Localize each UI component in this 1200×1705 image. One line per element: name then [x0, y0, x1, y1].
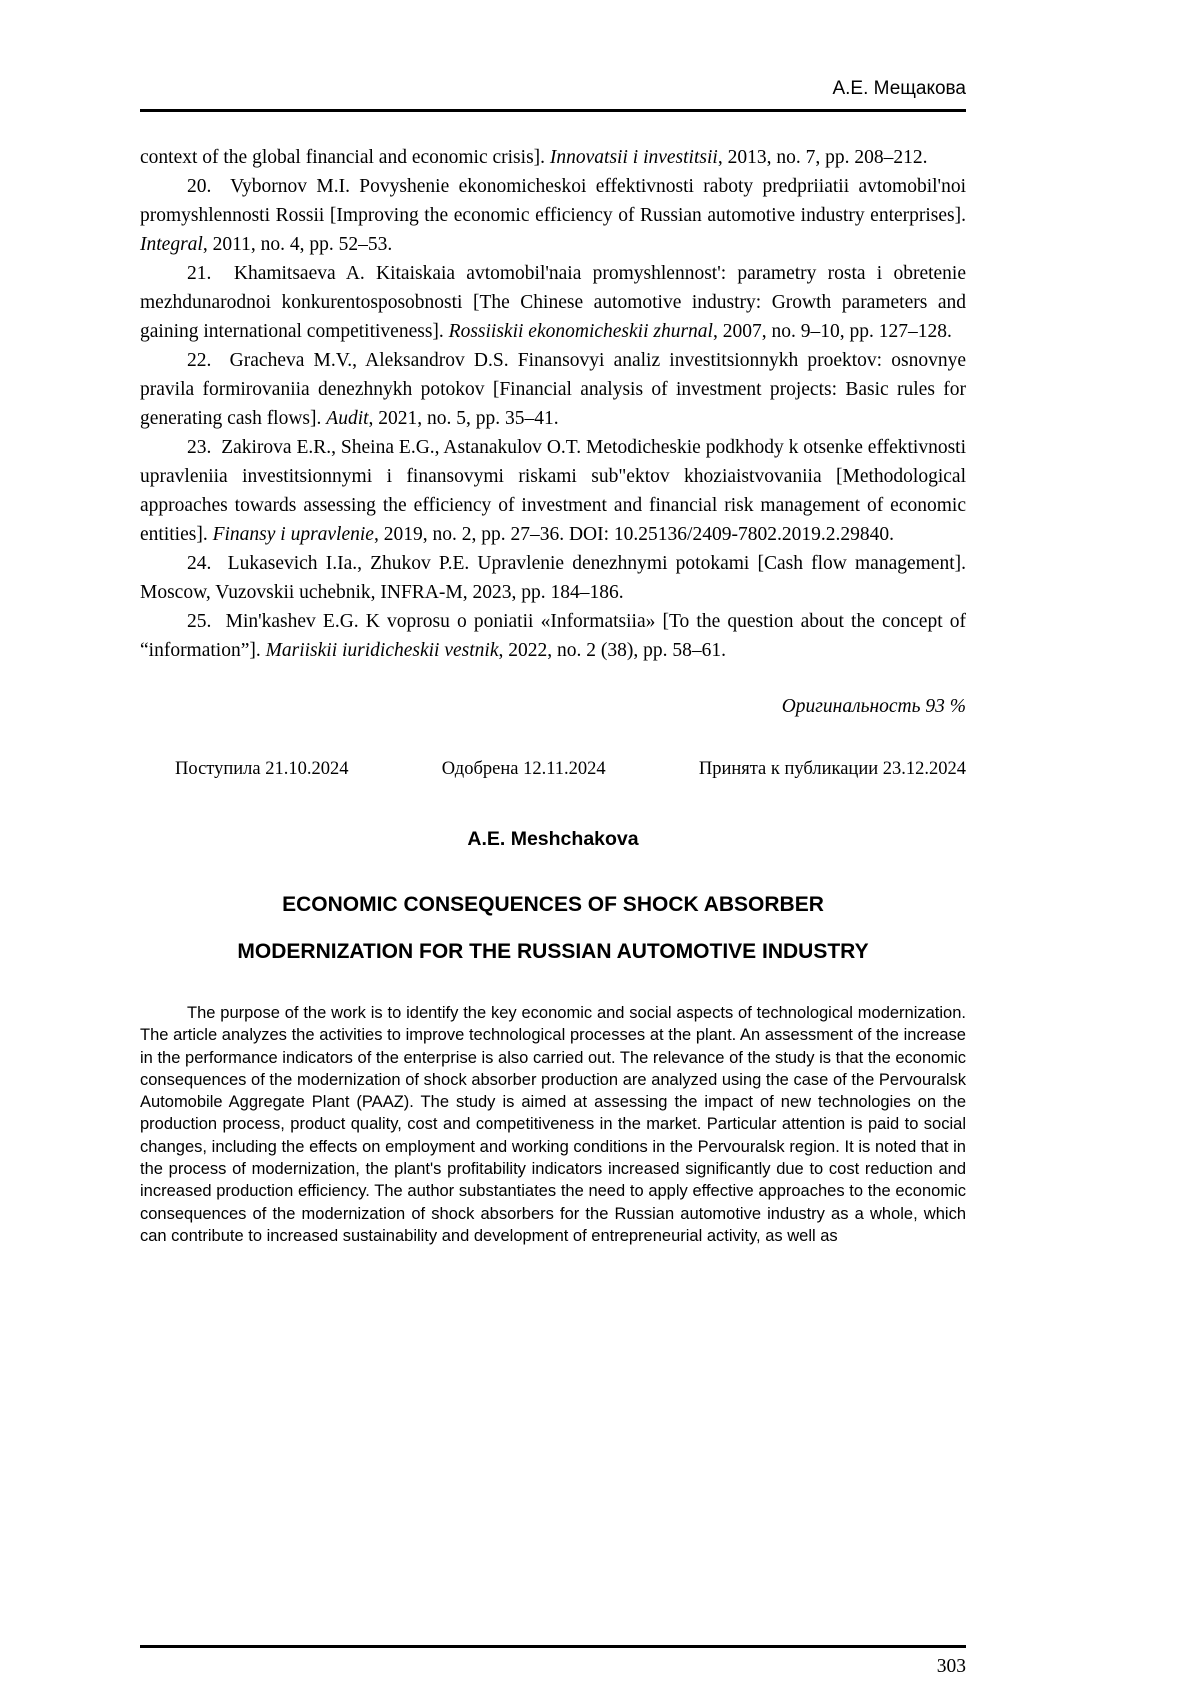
- date-accepted: Принята к публикации 23.12.2024: [698, 759, 966, 779]
- dates-line: [140, 757, 966, 781]
- header-rule: [140, 109, 966, 112]
- reference-text: 20. Vybornov M.I. Povyshenie ekonomicheskoi effektivnosti raboty predpriiatii avtomobil'noi promyshlennosti Rossii [Improving the economic efficiency of Russian automotive industry enterprises].: [140, 176, 966, 226]
- article-abstract: The purpose of the work is to identify the key economic and social aspects of technological modernization. The article analyzes the activities to improve technological processes at the plant. An assessment of the increase in the performance indicators of the enterprise is also carried out. The relevance of the study is that the economic consequences of the modernization of shock absorber production are analyzed using the case of the Pervouralsk Automobile Aggregate Plant (PAAZ). The study is aimed at assessing the impact of new technologies on the production process, product quality, cost and competitiveness in the market. Particular attention is paid to social changes, including the effects on employment and working conditions in the Pervouralsk region. It is noted that in the process of modernization, the plant's profitability indicators increased significantly due to cost reduction and increased production efficiency. The author substantiates the need to apply effective approaches to the economic consequences of the modernization of shock absorbers for the Russian automotive industry as a whole, which can contribute to increased sustainability and development of entrepreneurial activity, as well as: [140, 1004, 966, 1245]
- reference-paragraph: [140, 607, 966, 665]
- reference-paragraph: [140, 259, 966, 346]
- reference-source-italic: Audit: [326, 408, 369, 429]
- page-content: [140, 78, 966, 1247]
- reference-paragraph: [140, 433, 966, 549]
- reference-text: , 2022, no. 2 (38), pp. 58–61.: [498, 640, 726, 661]
- reference-text: context of the global financial and economic crisis].: [140, 147, 550, 168]
- article-title-line-1: ECONOMIC CONSEQUENCES OF SHOCK ABSORBER: [282, 893, 824, 916]
- article-title-line-2: MODERNIZATION FOR THE RUSSIAN AUTOMOTIVE INDUSTRY: [237, 940, 869, 963]
- reference-source-italic: Innovatsii i investitsii: [549, 147, 718, 168]
- footer-rule: [140, 1645, 966, 1648]
- reference-source-italic: Finansy i upravlenie: [212, 524, 374, 545]
- reference-text: 23. Zakirova E.R., Sheina E.G., Astanakulov O.T. Metodicheskie podkhody k otsenke effektivnosti upravleniia investitsionnymi i finansovymi riskami sub"ektov khoziaistvovaniia [Methodological approaches towards assessing the efficiency of investment and financial risk management of economic entities].: [140, 437, 966, 545]
- references-section: [140, 143, 966, 665]
- reference-text: 25. Min'kashev E.G. K voprosu o poniatii «Informatsiia» [To the question about the concept of “information”].: [140, 611, 966, 661]
- reference-text: , 2007, no. 9–10, pp. 127–128.: [712, 321, 952, 342]
- page-number: 303: [936, 1656, 966, 1677]
- reference-paragraph: [140, 172, 966, 259]
- reference-source-italic: Mariiskii iuridicheskii vestnik: [265, 640, 499, 661]
- article-title: [140, 893, 966, 964]
- reference-text: , 2019, no. 2, pp. 27–36. DOI: 10.25136/2409-7802.2019.2.29840.: [373, 524, 894, 545]
- reference-text: , 2021, no. 5, pp. 35–41.: [368, 408, 559, 429]
- reference-text: 24. Lukasevich I.Ia., Zhukov P.E. Upravlenie denezhnymi potokami [Cash flow management]. Moscow, Vuzovskii uchebnik, INFRA-M, 2023, pp. 184–186.: [140, 553, 966, 603]
- reference-source-italic: Rossiiskii ekonomicheskii zhurnal: [448, 321, 713, 342]
- date-approved: Одобрена 12.11.2024: [441, 759, 606, 779]
- reference-paragraph: [140, 143, 966, 172]
- page-footer: [140, 1645, 966, 1679]
- article-author: A.E. Meshchakova: [467, 828, 639, 850]
- reference-text: 22. Gracheva M.V., Aleksandrov D.S. Finansovyi analiz investitsionnykh proektov: osnovnye pravila formirovaniia denezhnykh potokov [Financial analysis of investment projects: Basic rules for generating cash flows].: [140, 350, 966, 429]
- reference-paragraph: [140, 549, 966, 607]
- reference-text: 21. Khamitsaeva A. Kitaiskaia avtomobil'naia promyshlennost': parametry rosta i obretenie mezhdunarodnoi konkurentosposobnosti [The Chinese automotive industry: Growth parameters and gaining international competitiveness].: [140, 263, 966, 342]
- reference-source-italic: Integral: [140, 234, 203, 255]
- reference-text: , 2013, no. 7, pp. 208–212.: [717, 147, 928, 168]
- originality-note: Оригинальность 93 %: [781, 696, 966, 717]
- date-received: Поступила 21.10.2024: [175, 759, 349, 779]
- running-header-author: А.Е. Мещакова: [832, 78, 966, 99]
- reference-paragraph: [140, 346, 966, 433]
- reference-text: , 2011, no. 4, pp. 52–53.: [202, 234, 393, 255]
